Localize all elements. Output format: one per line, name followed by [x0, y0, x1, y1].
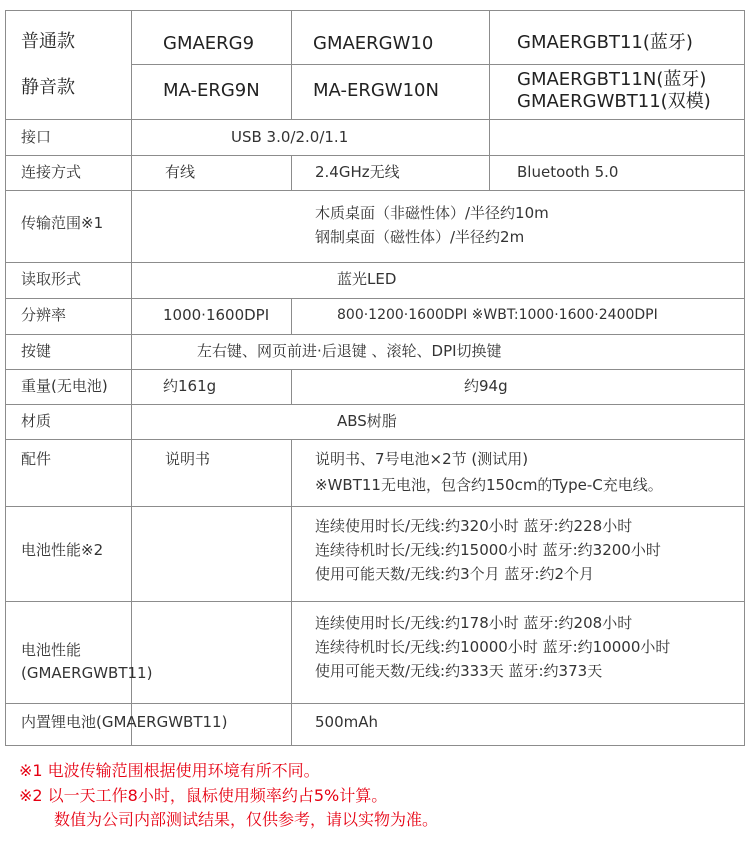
row-divider: [5, 298, 745, 299]
row-label: 分辨率: [21, 306, 67, 324]
col-divider: [489, 119, 490, 155]
cell-value: 蓝光LED: [337, 270, 397, 288]
row-label-standard: 普通款: [21, 31, 75, 52]
footnote: ※2 以一天工作8小时，鼠标使用频率约占5%计算。: [19, 786, 388, 805]
row-divider: [5, 190, 745, 191]
row-label-silent: 静音款: [21, 77, 75, 98]
cell-value: 约161g: [163, 377, 217, 395]
row-divider: [5, 119, 745, 120]
footnote: ※1 电波传输范围根据使用环境有所不同。: [19, 761, 320, 780]
row-divider: [5, 404, 745, 405]
cell-value: 左右键、网页前进·后退键 、滚轮、DPI切换键: [197, 342, 502, 360]
col-divider: [291, 155, 292, 190]
cell-value: 800·1200·1600DPI ※WBT:1000·1600·2400DPI: [337, 307, 658, 323]
row-label: 配件: [21, 450, 52, 468]
row-divider: [5, 601, 745, 602]
cell-value: 使用可能天数/无线:约3个月 蓝牙:约2个月: [315, 565, 595, 583]
col-divider: [489, 155, 490, 190]
row-divider: [131, 64, 744, 65]
model-name: GMAERGBT11N(蓝牙): [517, 69, 707, 90]
model-name: GMAERGWBT11(双模): [517, 91, 711, 112]
row-divider: [5, 439, 745, 440]
cell-value: 说明书、7号电池×2节 (测试用): [315, 450, 529, 468]
col-divider: [291, 506, 292, 601]
col-divider: [291, 10, 292, 119]
cell-value: 木质桌面（非磁性体）/半径约10m: [315, 204, 549, 222]
cell-value: 连续待机时长/无线:约15000小时 蓝牙:约3200小时: [315, 541, 661, 559]
cell-value: ABS树脂: [337, 412, 397, 430]
cell-value: 连续待机时长/无线:约10000小时 蓝牙:约10000小时: [315, 638, 671, 656]
model-name: GMAERGW10: [313, 33, 434, 54]
cell-value: 钢制桌面（磁性体）/半径约2m: [315, 228, 525, 246]
cell-value: 连续使用时长/无线:约320小时 蓝牙:约228小时: [315, 517, 633, 535]
col-divider: [489, 10, 490, 119]
row-label: 电池性能: [21, 641, 82, 659]
cell-value: 说明书: [165, 450, 211, 468]
cell-value: 有线: [165, 163, 196, 181]
col-divider: [291, 703, 292, 746]
cell-value: 1000·1600DPI: [163, 306, 270, 324]
row-label: 重量(无电池): [21, 377, 108, 395]
footnote: 数值为公司内部测试结果，仅供参考，请以实物为准。: [54, 810, 439, 829]
row-label: 内置锂电池(GMAERGWBT11): [21, 713, 228, 731]
row-label: 材质: [21, 412, 52, 430]
model-name: GMAERG9: [163, 33, 255, 54]
row-divider: [5, 506, 745, 507]
row-label: 连接方式: [21, 163, 82, 181]
row-label: 电池性能※2: [21, 541, 104, 559]
row-divider: [5, 369, 745, 370]
row-label: 按键: [21, 342, 52, 360]
row-label: (GMAERGWBT11): [21, 664, 153, 682]
cell-value: USB 3.0/2.0/1.1: [231, 128, 349, 146]
cell-value: 约94g: [464, 377, 508, 395]
cell-value: 2.4GHz无线: [315, 163, 400, 181]
row-label: 传输范围※1: [21, 214, 104, 232]
col-divider: [291, 369, 292, 404]
col-divider: [131, 10, 132, 746]
cell-value: 使用可能天数/无线:约333天 蓝牙:约373天: [315, 662, 603, 680]
cell-value: Bluetooth 5.0: [517, 163, 619, 181]
row-divider: [5, 262, 745, 263]
model-name: MA-ERGW10N: [313, 80, 439, 101]
col-divider: [291, 439, 292, 506]
row-divider: [5, 155, 745, 156]
row-divider: [5, 703, 745, 704]
col-divider: [291, 298, 292, 334]
model-name: MA-ERG9N: [163, 80, 260, 101]
row-label: 接口: [21, 128, 52, 146]
col-divider: [291, 601, 292, 703]
cell-value: ※WBT11无电池，包含约150cm的Type-C充电线。: [315, 476, 663, 494]
cell-value: 连续使用时长/无线:约178小时 蓝牙:约208小时: [315, 614, 633, 632]
row-label: 读取形式: [21, 270, 82, 288]
spec-table: [5, 10, 745, 746]
row-divider: [5, 334, 745, 335]
cell-value: 500mAh: [315, 713, 379, 731]
model-name: GMAERGBT11(蓝牙): [517, 32, 693, 53]
